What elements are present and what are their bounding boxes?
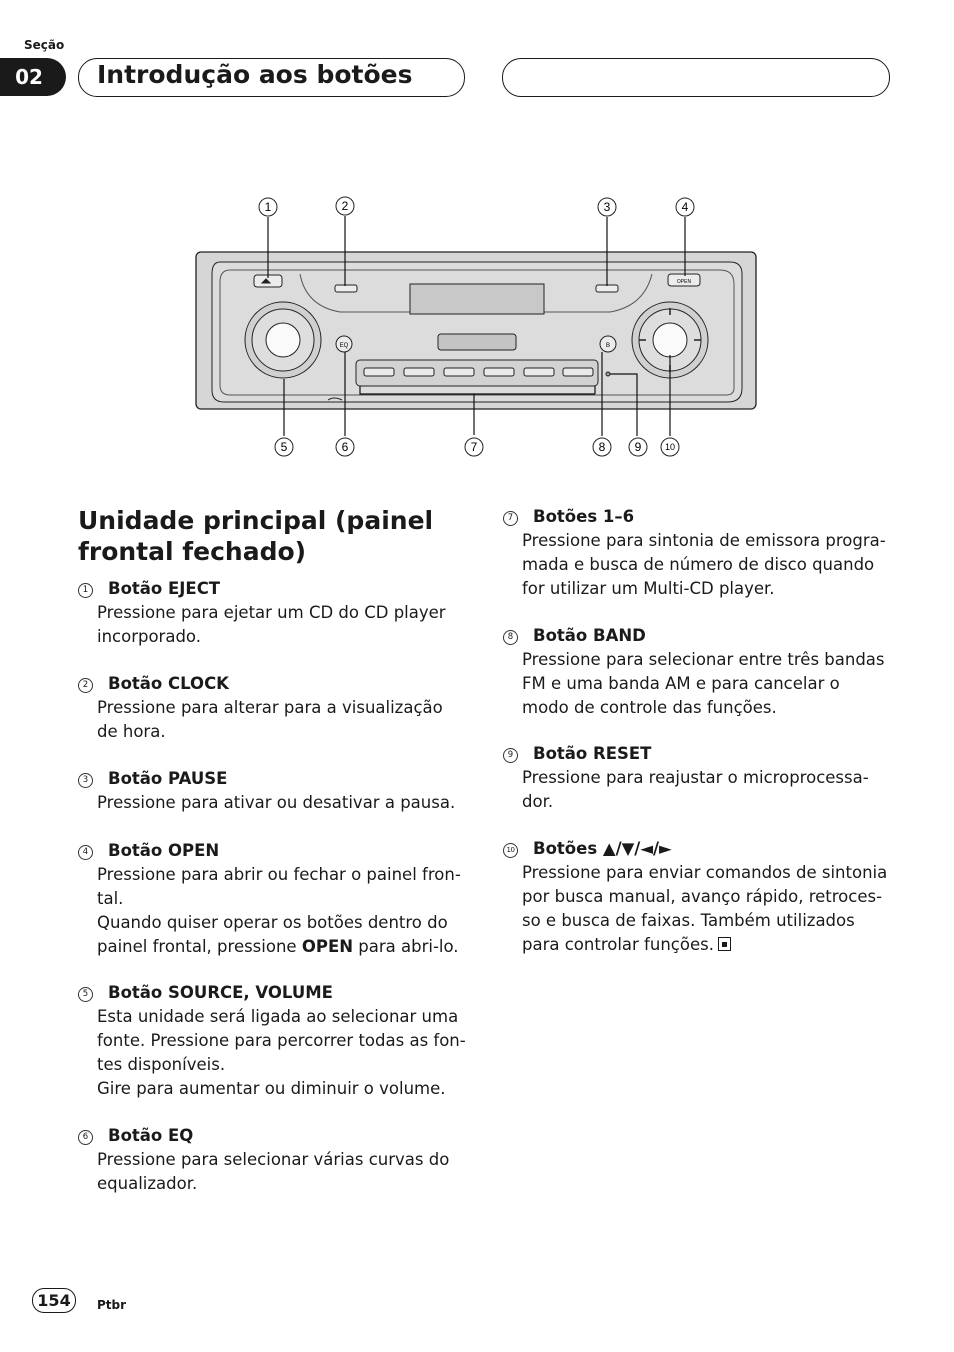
callout-10: 10 xyxy=(664,442,676,452)
callout-8: 8 xyxy=(598,440,606,454)
callout-2: 2 xyxy=(341,199,349,213)
item-text: incorporado. xyxy=(97,627,201,646)
item-title: Botão EQ xyxy=(108,1126,194,1145)
item-eq xyxy=(78,1124,468,1196)
item-source-volume xyxy=(78,981,468,1101)
item-title: Botão BAND xyxy=(533,626,646,645)
empty-title-box xyxy=(502,58,890,97)
item-number: 7 xyxy=(503,511,518,526)
item-text: dor. xyxy=(522,792,554,811)
item-text: Quando quiser operar os botões dentro do xyxy=(97,913,448,932)
item-number: 10 xyxy=(503,843,518,858)
item-text: tes disponíveis. xyxy=(97,1055,226,1074)
callout-1: 1 xyxy=(264,200,272,214)
item-text: Esta unidade será ligada ao selecionar uma xyxy=(97,1007,459,1026)
head-unit-diagram xyxy=(190,190,764,470)
section-label: Seção xyxy=(24,38,65,52)
item-reset xyxy=(503,742,898,814)
callout-6: 6 xyxy=(341,440,349,454)
item-clock xyxy=(78,672,468,744)
page-number: 154 xyxy=(32,1288,76,1313)
item-text xyxy=(97,935,468,959)
item-text: fonte. Pressione para percorrer todas as fon- xyxy=(97,1031,466,1050)
section-number-badge xyxy=(0,58,66,96)
item-number: 1 xyxy=(78,583,93,598)
item-text: tal. xyxy=(97,889,124,908)
item-number: 2 xyxy=(78,678,93,693)
item-title: Botão CLOCK xyxy=(108,674,229,693)
item-text: Pressione para ejetar um CD do CD player xyxy=(97,603,446,622)
callout-5: 5 xyxy=(280,440,288,454)
item-number: 9 xyxy=(503,748,518,763)
end-of-section-icon xyxy=(718,937,731,951)
item-text: Pressione para abrir ou fechar o painel fron- xyxy=(97,865,461,884)
item-number: 5 xyxy=(78,987,93,1002)
head-unit-illustration xyxy=(190,190,764,470)
item-text: de hora. xyxy=(97,722,166,741)
item-pause xyxy=(78,767,468,815)
item-title: Botão RESET xyxy=(533,744,652,763)
item-open xyxy=(78,839,468,959)
item-text: mada e busca de número de disco quando xyxy=(522,555,875,574)
callout-3: 3 xyxy=(603,200,611,214)
item-text: so e busca de faixas. Também utilizados xyxy=(522,911,855,930)
item-band xyxy=(503,624,898,720)
main-heading: Unidade principal (painel frontal fechado) xyxy=(78,506,434,566)
item-text-last: para controlar funções. xyxy=(522,935,714,954)
item-text: Pressione para selecionar várias curvas do xyxy=(97,1150,450,1169)
item-title: Botões ▲/▼/◄/► xyxy=(533,839,672,858)
item-arrows xyxy=(503,837,898,957)
language-label: Ptbr xyxy=(97,1298,127,1312)
open-button-label: OPEN xyxy=(676,279,692,285)
item-number: 6 xyxy=(78,1130,93,1145)
item-number: 8 xyxy=(503,630,518,645)
section-number: 02 xyxy=(15,65,43,89)
item-text-bold: OPEN xyxy=(301,937,354,956)
item-title: Botão PAUSE xyxy=(108,769,228,788)
item-presets xyxy=(503,505,898,601)
item-text-pre: painel frontal, pressione xyxy=(97,937,302,956)
item-title: Botão EJECT xyxy=(108,579,221,598)
callout-7: 7 xyxy=(470,440,478,454)
item-number: 4 xyxy=(78,845,93,860)
item-text: Pressione para sintonia de emissora progra- xyxy=(522,531,886,550)
item-text: modo de controle das funções. xyxy=(522,698,777,717)
item-title: Botões 1–6 xyxy=(533,507,635,526)
item-text: por busca manual, avanço rápido, retroces- xyxy=(522,887,883,906)
item-text: Pressione para ativar ou desativar a pausa. xyxy=(97,793,456,812)
item-title: Botão SOURCE, VOLUME xyxy=(108,983,333,1002)
item-number: 3 xyxy=(78,773,93,788)
item-text xyxy=(522,933,898,957)
callout-9: 9 xyxy=(634,440,642,454)
callout-4: 4 xyxy=(681,200,689,214)
item-text: Pressione para enviar comandos de sintonia xyxy=(522,863,888,882)
item-text: Pressione para reajustar o microprocessa- xyxy=(522,768,869,787)
item-title: Botão OPEN xyxy=(108,841,220,860)
item-text: for utilizar um Multi-CD player. xyxy=(522,579,775,598)
item-text: Pressione para alterar para a visualização xyxy=(97,698,443,717)
eq-button-label: EQ xyxy=(339,343,349,349)
item-eject xyxy=(78,577,468,649)
item-text: FM e uma banda AM e para cancelar o xyxy=(522,674,840,693)
band-button-label: B xyxy=(605,343,611,349)
item-text-post: para abri-lo. xyxy=(353,937,459,956)
section-title-box xyxy=(78,58,465,97)
section-title: Introdução aos botões xyxy=(97,60,413,89)
item-text: Gire para aumentar ou diminuir o volume. xyxy=(97,1079,446,1098)
item-text: Pressione para selecionar entre três bandas xyxy=(522,650,885,669)
item-text: equalizador. xyxy=(97,1174,198,1193)
